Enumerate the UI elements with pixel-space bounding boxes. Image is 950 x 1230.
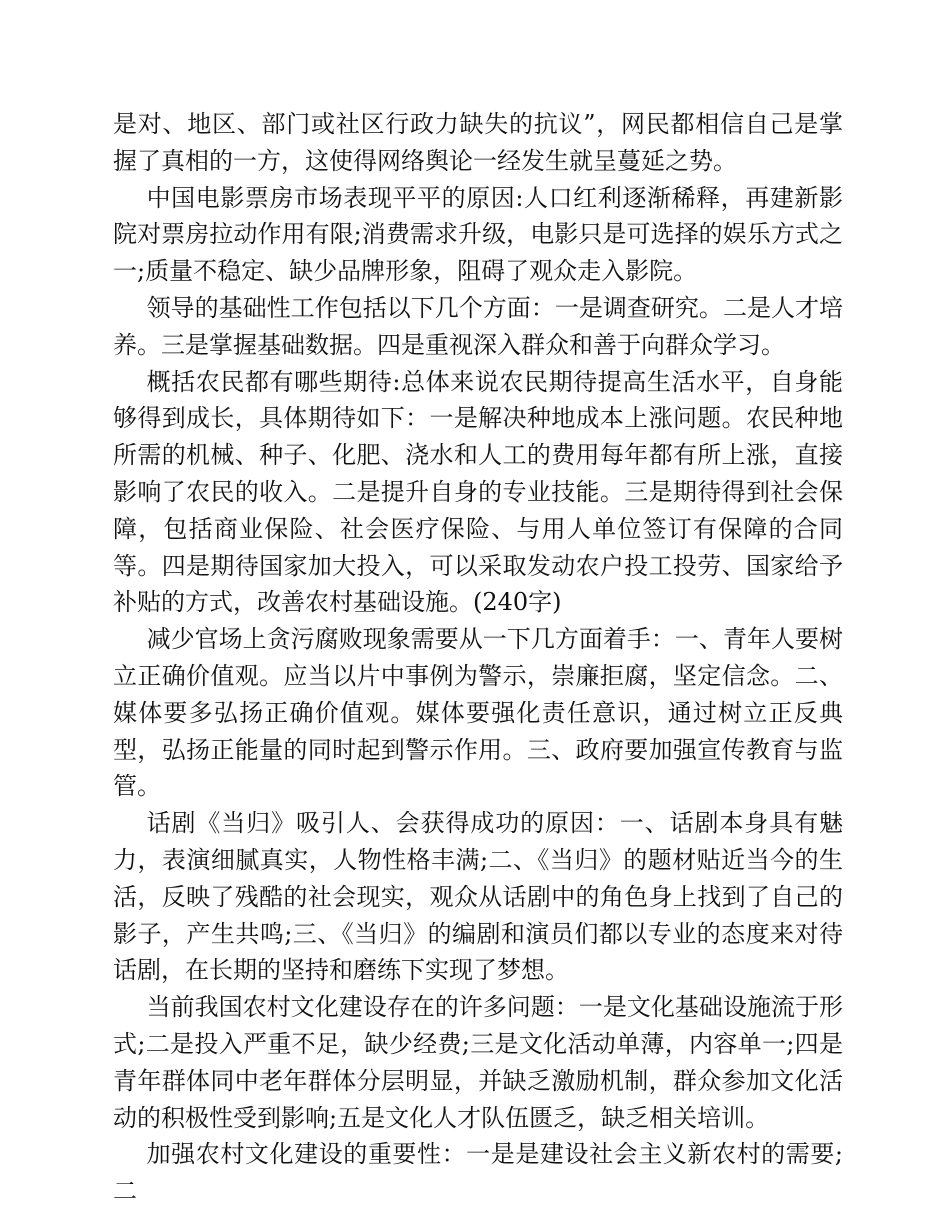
paragraph-rural-culture-problems: 当前我国农村文化建设存在的许多问题：一是文化基础设施流于形式;二是投入严重不足，缺少经费;三是文化活动单薄，内容单一;四是青年群体同中老年群体分层明显，并缺乏激励机制，群众参加文化活动的积极性受到影响;五是文化人才队伍匮乏，缺乏相关培训。 <box>113 993 843 1132</box>
paragraph-farmer-expectations: 概括农民都有哪些期待:总体来说农民期待提高生活水平，自身能够得到成长，具体期待如下：一是解决种地成本上涨问题。农民种地所需的机械、种子、化肥、浇水和人工的费用每年都有所上涨，直接影响了农民的收入。二是提升自身的专业技能。三是期待得到社会保障，包括商业保险、社会医疗保险、与用人单位签订有保障的合同等。四是期待国家加大投入，可以采取发动农户投工投劳、国家给予补贴的方式，改善农村基础设施。(240字) <box>113 367 843 617</box>
paragraph-anti-corruption: 减少官场上贪污腐败现象需要从一下几方面着手：一、青年人要树立正确价值观。应当以片中事例为警示，崇廉拒腐，坚定信念。二、媒体要多弘扬正确价值观。媒体要强化责任意识，通过树立正反典型，弘扬正能量的同时起到警示作用。三、政府要加强宣传教育与监管。 <box>113 625 843 801</box>
paragraph-leadership-work: 领导的基础性工作包括以下几个方面：一是调查研究。二是人才培养。三是掌握基础数据。四是重视深入群众和善于向群众学习。 <box>113 293 843 359</box>
paragraph-drama-danggui: 话剧《当归》吸引人、会获得成功的原因：一、话剧本身具有魅力，表演细腻真实，人物性格丰满;二、《当归》的题材贴近当今的生活，反映了残酷的社会现实，观众从话剧中的角色身上找到了自己的影子，产生共鸣;三、《当归》的编剧和演员们都以专业的态度来对待话剧，在长期的坚持和磨练下实现了梦想。 <box>113 809 843 985</box>
paragraph-box-office: 中国电影票房市场表现平平的原因:人口红利逐渐稀释，再建新影院对票房拉动作用有限;消费需求升级，电影只是可选择的娱乐方式之一;质量不稳定、缺少品牌形象，阻碍了观众走入影院。 <box>113 183 843 286</box>
paragraph-network-opinion: 是对、地区、部门或社区行政力缺失的抗议”，网民都相信自己是掌握了真相的一方，这使得网络舆论一经发生就呈蔓延之势。 <box>113 110 843 175</box>
paragraph-rural-culture-importance: 加强农村文化建设的重要性：一是是建设社会主义新农村的需要;二 <box>113 1140 843 1206</box>
document-body <box>113 106 843 1210</box>
